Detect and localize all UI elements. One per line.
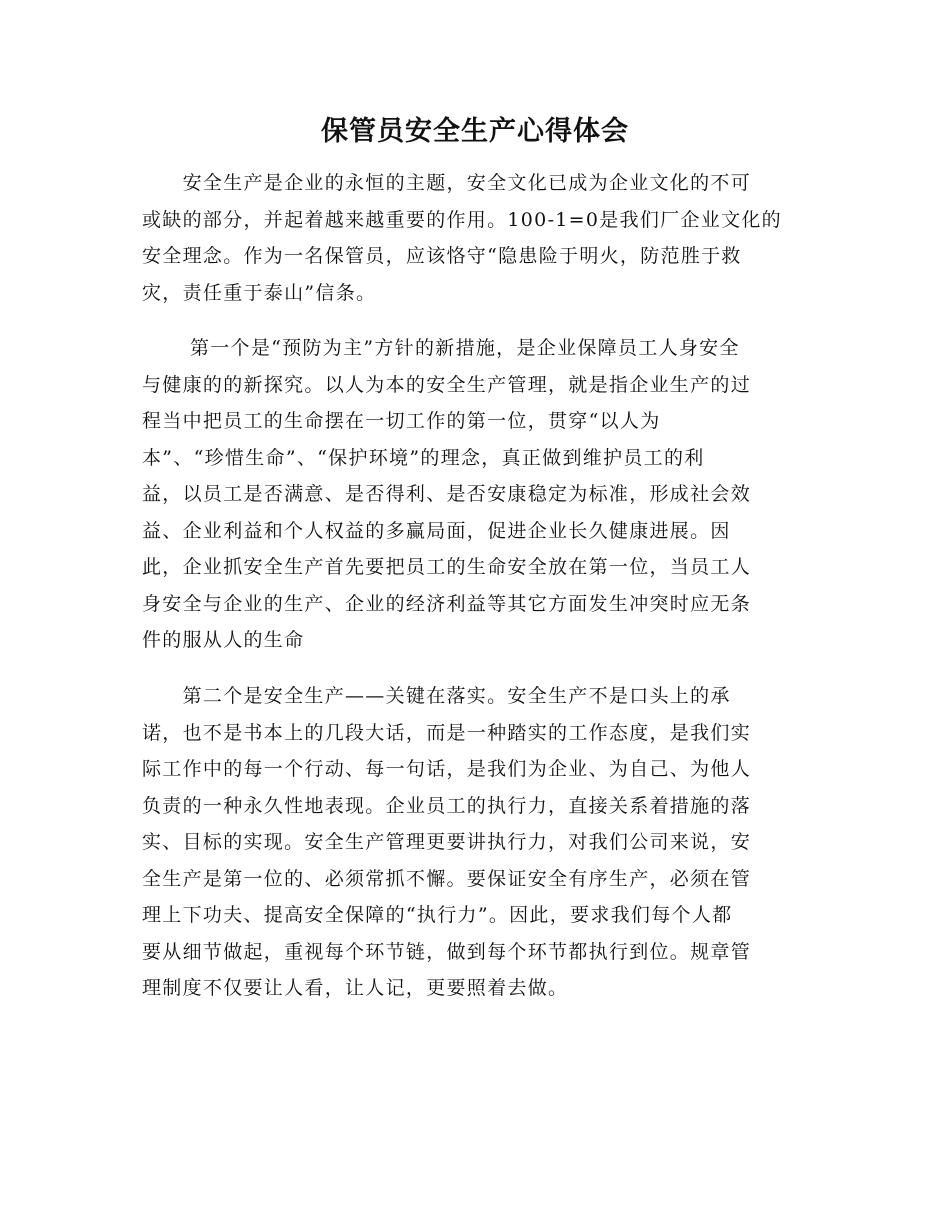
paragraph-line: 身安全与企业的生产、企业的经济利益等其它方面发生冲突时应无条 [142,592,752,615]
paragraph-line: 灾，责任重于泰山”信条。 [142,281,377,304]
paragraph-1 [142,165,810,311]
paragraph-line: 理上下功夫、提高安全保障的“执行力”。因此，要求我们每个人都 [142,904,733,926]
paragraph-line: 安全生产是企业的永恒的主题，安全文化已成为企业文化的不可 [142,172,752,194]
paragraph-3 [142,678,810,1007]
document-title: 保管员安全生产心得体会 [321,116,629,147]
paragraph-line: 负责的一种永久性地表现。企业员工的执行力，直接关系着措施的落 [142,794,752,817]
paragraph-line: 实、目标的实现。安全生产管理更要讲执行力，对我们公司来说，安 [142,831,752,853]
paragraph-line: 际工作中的每一个行动、每一句话，是我们为企业、为自己、为他人 [142,758,752,780]
paragraph-2 [142,330,810,659]
paragraph-line: 要从细节做起，重视每个环节链，做到每个环节都执行到位。规章管 [142,940,752,963]
paragraph-line: 理制度不仅要让人看，让人记，更要照着去做。 [142,977,569,999]
paragraph-line: 益、企业利益和个人权益的多赢局面，促进企业长久健康进展。因 [142,519,731,542]
paragraph-line: 益，以员工是否满意、是否得利、是否安康稳定为标准，形成社会效 [142,483,752,505]
paragraph-line: 本”、“珍惜生命”、“保护环境”的理念，真正做到维护员工的利 [142,446,705,469]
paragraph-line: 件的服从人的生命 [142,629,305,651]
paragraph-line: 第一个是“预防为主”方针的新措施，是企业保障员工人身安全 [142,337,740,359]
paragraph-line: 诺，也不是书本上的几段大话，而是一种踏实的工作态度，是我们实 [142,721,752,744]
paragraph-line: 与健康的的新探究。以人为本的安全生产管理，就是指企业生产的过 [142,373,752,396]
paragraph-line: 全生产是第一位的、必须常抓不懈。要保证安全有序生产，必须在管 [142,867,752,890]
paragraph-line: 或缺的部分，并起着越来越重要的作用。100-1=0是我们厂企业文化的 [142,208,782,231]
paragraph-line: 安全理念。作为一名保管员，应该恪守“隐患险于明火，防范胜于救 [142,245,742,267]
paragraph-line: 此，企业抓安全生产首先要把员工的生命安全放在第一位，当员工人 [142,556,752,578]
paragraph-line: 第二个是安全生产——关键在落实。安全生产不是口头上的承 [142,685,731,707]
paragraph-line: 程当中把员工的生命摆在一切工作的第一位，贯穿“以人为 [142,410,661,432]
